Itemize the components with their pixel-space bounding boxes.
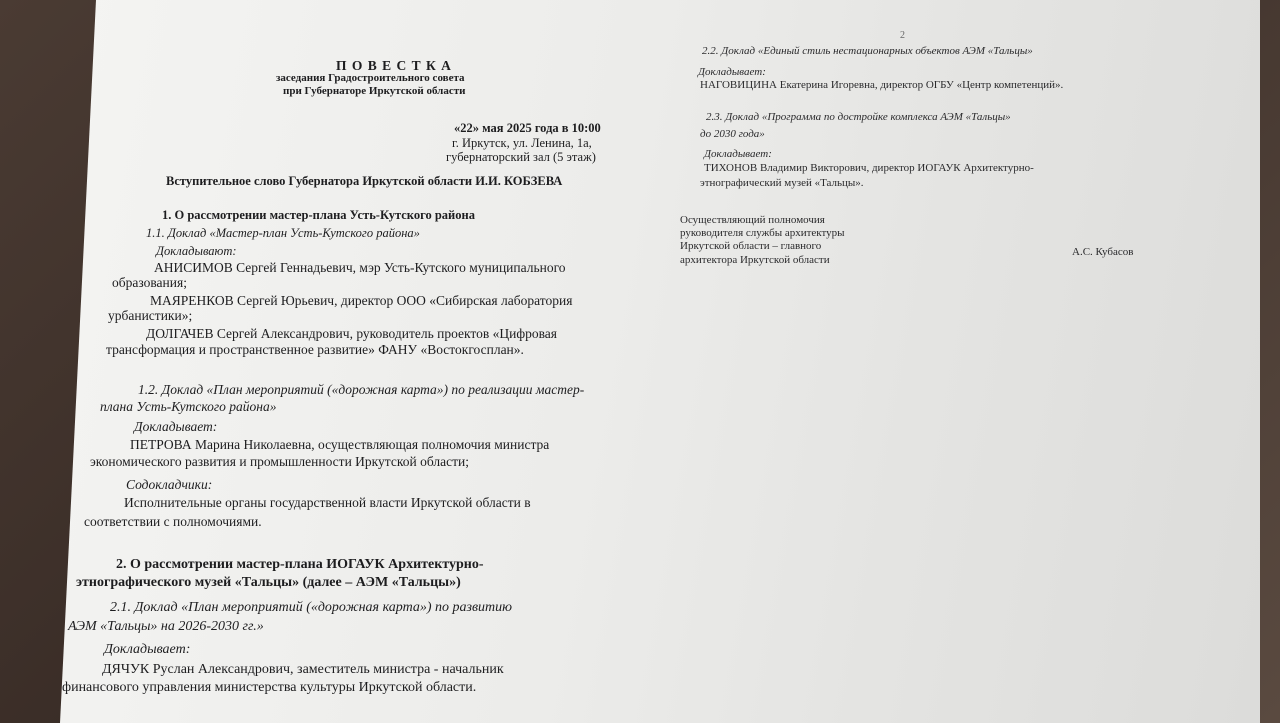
signature-position-4: архитектора Иркутской области	[680, 254, 830, 266]
speaker-dyachuk-1: ДЯЧУК Руслан Александрович, заместитель министра - начальник	[102, 662, 504, 677]
speakers-label: Докладывают:	[156, 244, 237, 258]
speaker-nagovitsina: НАГОВИЦИНА Екатерина Игоревна, директор ОГБУ «Центр компетенций».	[700, 79, 1064, 91]
meeting-date-time: «22» мая 2025 года в 10:00	[454, 121, 601, 135]
signature-position-2: руководителя службы архитектуры	[680, 227, 845, 239]
speaker-petrova-2: экономического развития и промышленности Иркутской области;	[90, 454, 469, 469]
meeting-address-2: губернаторский зал (5 этаж)	[446, 150, 596, 164]
section2-heading-1: 2. О рассмотрении мастер-плана ИОГАУК Архитектурно-	[116, 557, 484, 572]
coreporters-2: соответствии с полномочиями.	[84, 514, 262, 529]
coreporters-label: Содокладчики:	[126, 477, 213, 492]
speaker-tikhonov-2: этнографический музей «Тальцы».	[700, 177, 864, 189]
item-2-1-2: АЭМ «Тальцы» на 2026-2030 гг.»	[68, 619, 264, 634]
speaker-label-1-2: Докладывает:	[134, 419, 218, 434]
speaker-dolgachev-1: ДОЛГАЧЕВ Сергей Александрович, руководитель проектов «Цифровая	[146, 326, 558, 341]
signature-position-3: Иркутской области – главного	[680, 240, 822, 252]
meeting-address-1: г. Иркутск, ул. Ленина, 1а,	[452, 136, 592, 150]
item-1-1: 1.1. Доклад «Мастер-план Усть-Кутского района»	[146, 226, 420, 240]
signature-position-1: Осуществляющий полномочия	[680, 214, 825, 226]
speaker-label-2-3: Докладывает:	[704, 148, 772, 160]
speaker-label-2-1: Докладывает:	[104, 642, 191, 657]
item-2-2: 2.2. Доклад «Единый стиль нестационарных объектов АЭМ «Тальцы»	[702, 45, 1033, 57]
item-2-1-1: 2.1. Доклад «План мероприятий («дорожная карта») по развитию	[110, 600, 513, 615]
item-2-3-1: 2.3. Доклад «Программа по достройке комплекса АЭМ «Тальцы»	[706, 111, 1011, 123]
agenda-title: П О В Е С Т К А	[336, 58, 452, 73]
speaker-mayarenkov-2: урбанистики»;	[108, 308, 193, 323]
speaker-tikhonov-1: ТИХОНОВ Владимир Викторович, директор ИОГАУК Архитектурно-	[704, 162, 1034, 174]
speaker-anisimov-2: образования;	[112, 275, 187, 290]
agenda-subtitle-2: при Губернаторе Иркутской области	[283, 85, 466, 97]
item-1-2-2: плана Усть-Кутского района»	[100, 399, 277, 414]
coreporters-1: Исполнительные органы государственной власти Иркутской области в	[124, 495, 531, 510]
agenda-subtitle-1: заседания Градостроительного совета	[276, 72, 465, 84]
speaker-anisimov-1: АНИСИМОВ Сергей Геннадьевич, мэр Усть-Кутского муниципального	[154, 260, 566, 275]
speaker-dyachuk-2: финансового управления министерства культуры Иркутской области.	[62, 680, 477, 695]
speaker-petrova-1: ПЕТРОВА Марина Николаевна, осуществляющая полномочия министра	[130, 437, 550, 452]
section2-heading-2: этнографического музей «Тальцы» (далее – АЭМ «Тальцы»)	[76, 575, 461, 590]
speaker-dolgachev-2: трансформация и пространственное развитие» ФАНУ «Востокгосплан».	[106, 342, 524, 357]
item-1-2-1: 1.2. Доклад «План мероприятий («дорожная карта») по реализации мастер-	[138, 382, 585, 397]
section1-heading: 1. О рассмотрении мастер-плана Усть-Кутского района	[162, 208, 475, 222]
opening-speech: Вступительное слово Губернатора Иркутской области И.И. КОБЗЕВА	[166, 174, 563, 188]
item-2-3-2: до 2030 года»	[700, 128, 765, 140]
speaker-mayarenkov-1: МАЯРЕНКОВ Сергей Юрьевич, директор ООО «Сибирская лаборатория	[150, 293, 573, 308]
speaker-label-2-2: Докладывает:	[698, 66, 766, 78]
page-number: 2	[900, 30, 905, 41]
signer-name: А.С. Кубасов	[1072, 246, 1134, 258]
